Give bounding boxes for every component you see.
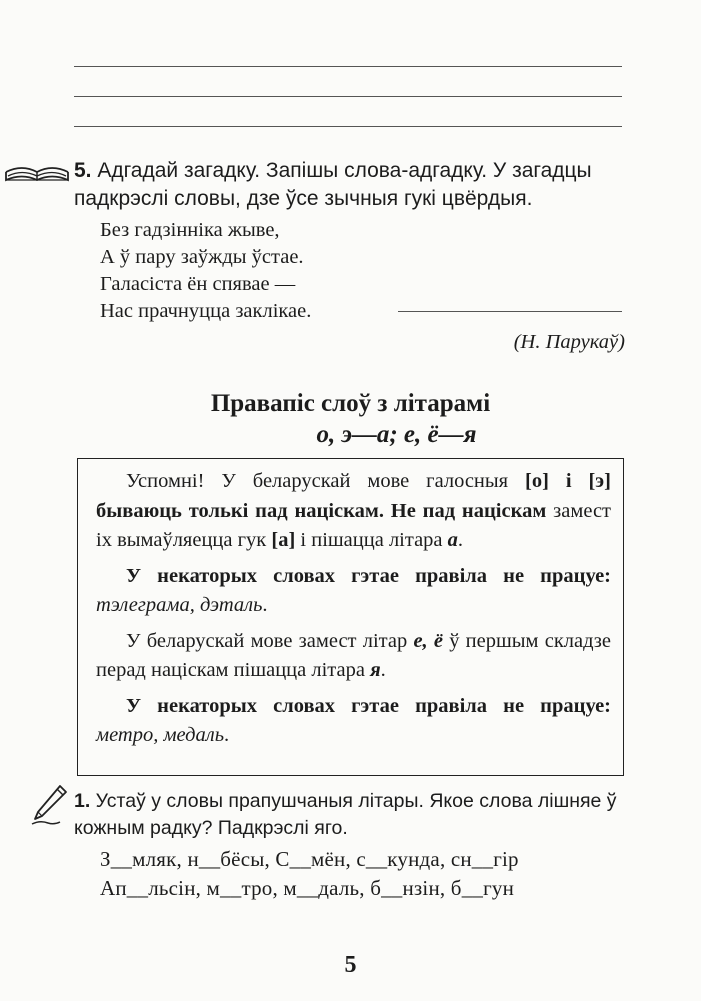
rule-text: Успомні! У беларускай мове галосныя — [126, 470, 526, 492]
writing-line — [74, 66, 622, 67]
rule-text: замест іх вымаўляецца гук — [96, 499, 611, 551]
rule-text: . — [262, 594, 268, 616]
exercise-number: 1. — [74, 790, 91, 812]
poem-author: (Н. Парукаў) — [513, 331, 625, 353]
rule-text: . — [224, 724, 230, 746]
rule-text-bold: У некаторых словах гэтае правіла не працуе: — [126, 564, 611, 587]
rule-text: . — [457, 529, 464, 551]
rule-letter: а — [447, 529, 458, 551]
rule-examples: метро, медаль — [96, 724, 225, 746]
open-book-icon — [4, 158, 70, 188]
exercise-text: Устаў у словы прапушчаныя літары. Якое слова лішняе ў кожным радку? Падкрэслі яго. — [74, 790, 617, 839]
answer-line — [398, 311, 622, 312]
rule-letter: я — [370, 659, 381, 681]
rule-letter: е, ё — [413, 629, 443, 652]
rule-text: ў першым складзе перад націскам пішацца літара — [96, 629, 611, 681]
rule-exception — [96, 692, 611, 751]
exercise-1-instruction — [74, 788, 619, 842]
rule-text: і пішацца літара — [295, 529, 448, 551]
poem-line: Галасіста ён спявае — — [100, 273, 296, 295]
rule-box — [77, 458, 624, 776]
poem-line: А ў пару заўжды ўстае. — [100, 246, 304, 268]
rule-text: . — [380, 659, 386, 681]
exercise-5-instruction — [74, 157, 634, 213]
word-row: З__мляк, н__бёсы, С__мён, с__кунда, сн__гір — [100, 847, 519, 871]
rule-text-bold: У некаторых словах гэтае правіла не працуе: — [126, 694, 611, 717]
section-title: Правапіс слоў з літарамі — [210, 390, 491, 417]
word-rows — [100, 845, 519, 903]
writing-line — [74, 126, 622, 127]
section-subtitle: о, э—а; е, ё—я — [316, 421, 477, 448]
pen-icon — [30, 783, 70, 827]
rule-text: У беларускай мове замест літар — [126, 629, 414, 652]
exercise-number: 5. — [74, 159, 92, 182]
page-number: 5 — [344, 952, 357, 978]
poem-line: Нас прачнуцца заклікае. — [100, 300, 312, 322]
word-row: Ап__льсін, м__тро, м__даль, б__нзін, б__гун — [100, 876, 515, 900]
riddle-poem — [100, 217, 311, 325]
rule-paragraph — [96, 627, 611, 686]
exercise-text: Адгадай загадку. Запішы слова-адгадку. У загадцы падкрэслі словы, дзе ўсе зычныя гукі цвёрдыя. — [74, 159, 592, 210]
rule-text-bold: [о] і [э] бываюць толькі пад націскам. Не пад націскам — [96, 470, 611, 522]
rule-examples: тэлеграма, дэталь — [96, 594, 263, 616]
rule-exception — [96, 562, 611, 621]
writing-line — [74, 96, 622, 97]
rule-text-bold: [а] — [271, 529, 296, 551]
rule-paragraph — [96, 467, 611, 556]
poem-line: Без гадзінніка жыве, — [100, 219, 280, 241]
